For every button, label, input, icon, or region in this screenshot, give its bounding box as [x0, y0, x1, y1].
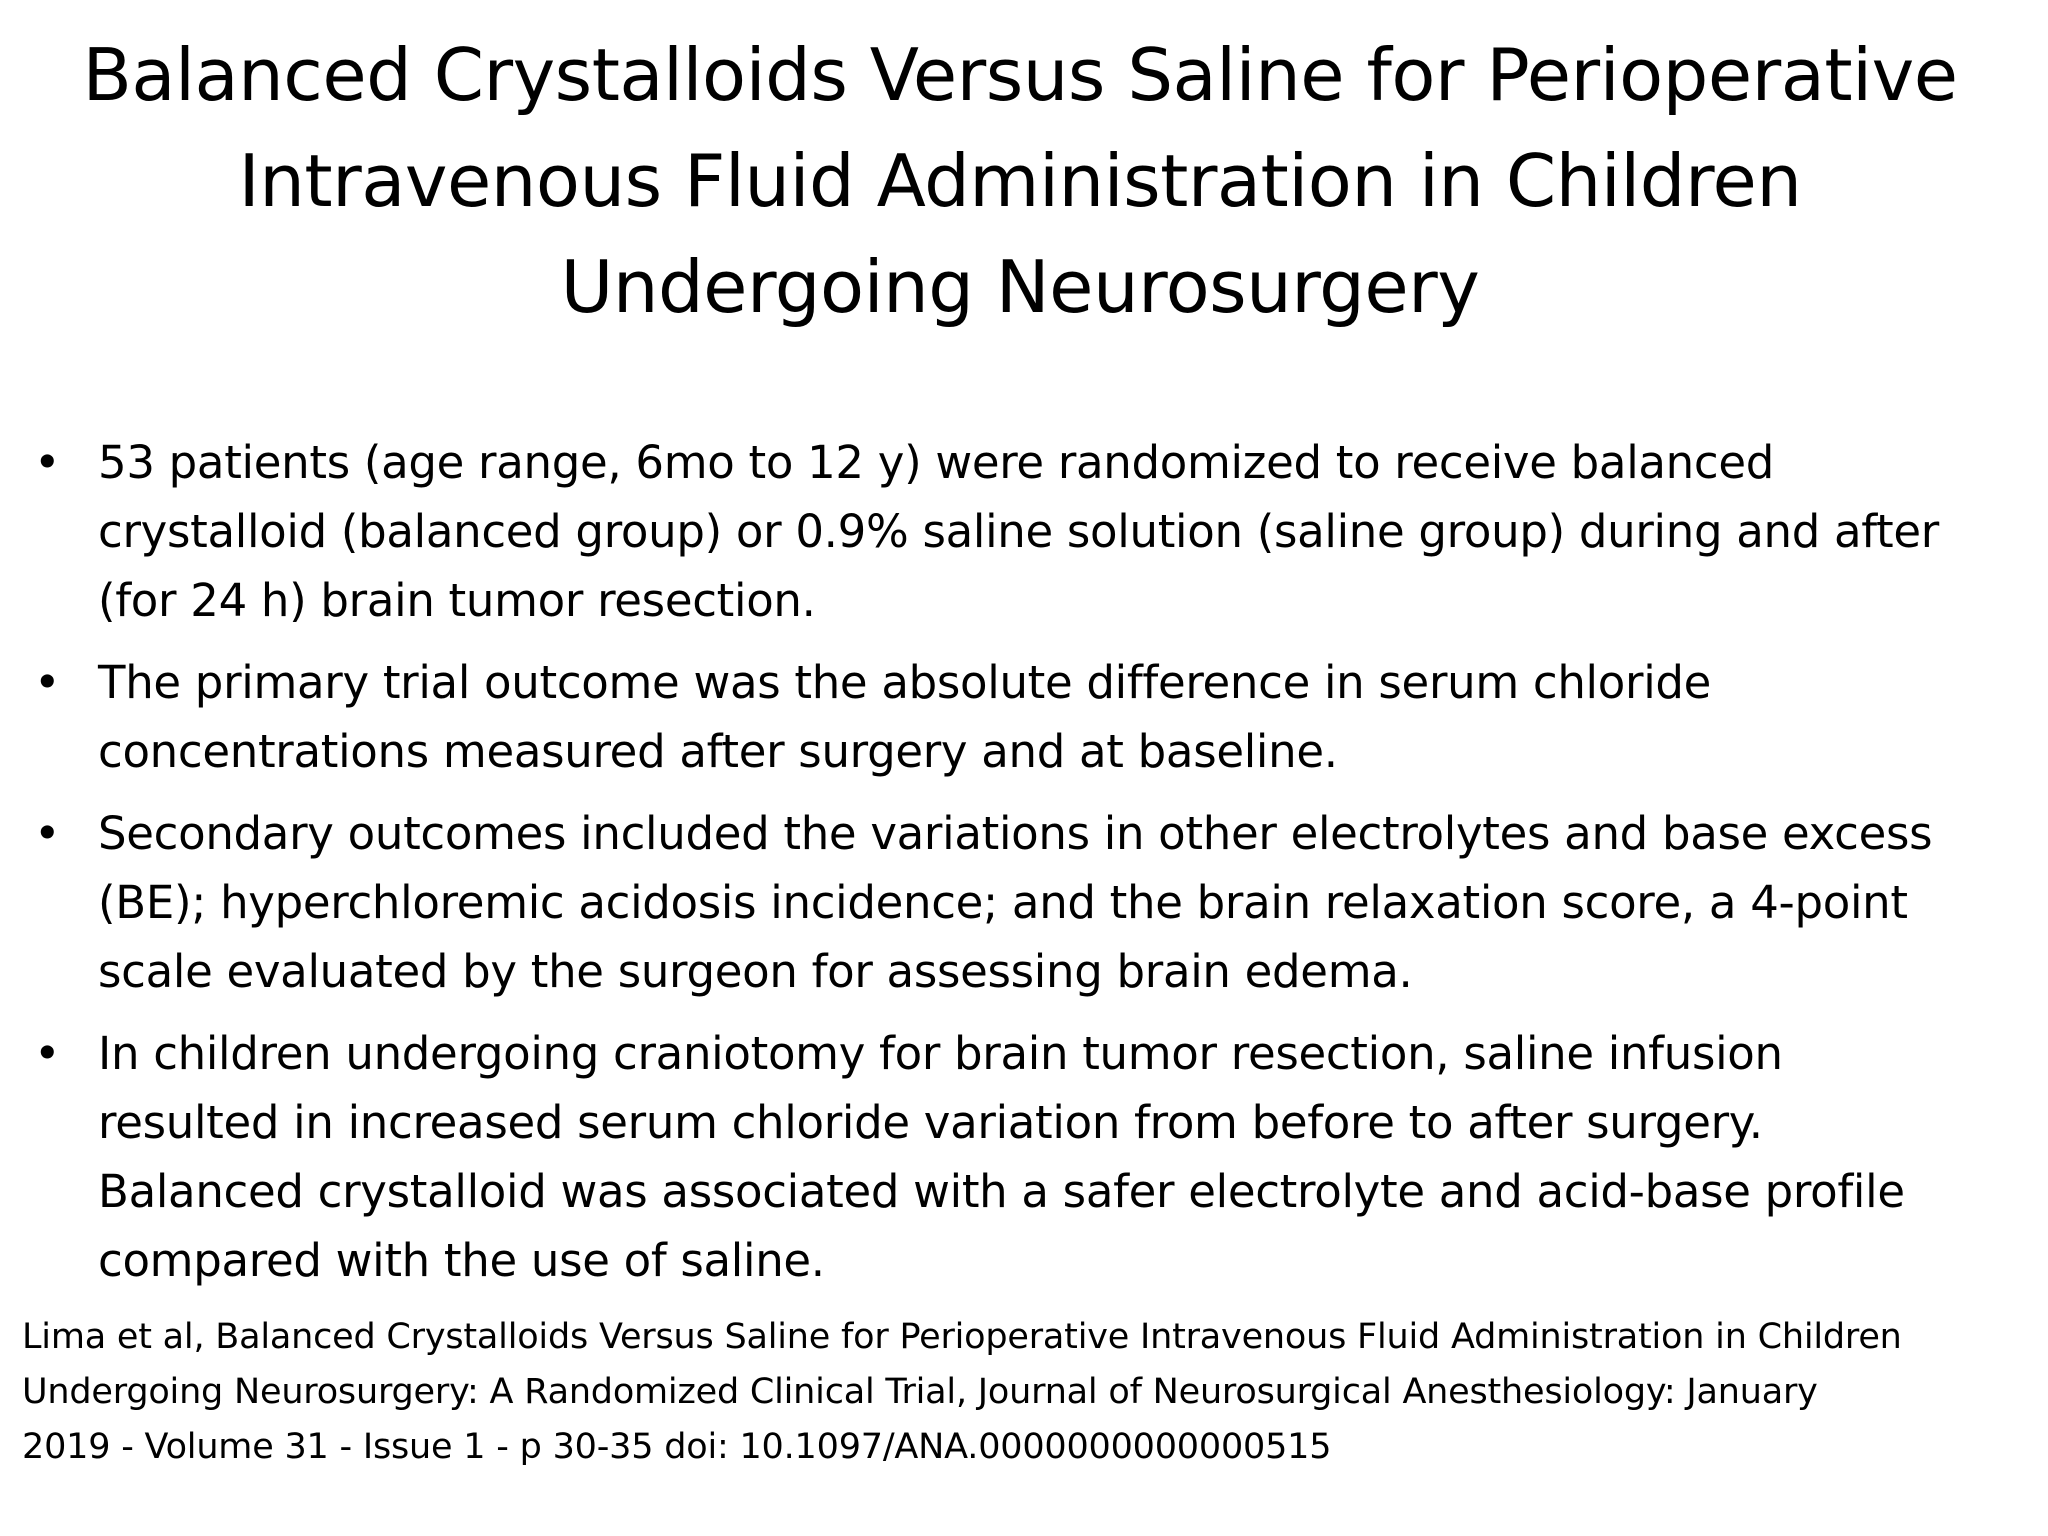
bullet-line: concentrations measured after surgery and at baseline. [98, 725, 1338, 778]
bullet-line: resulted in increased serum chloride variation from before to after surgery. [98, 1096, 1763, 1149]
slide-title-line: Intravenous Fluid Administration in Children [238, 139, 1802, 223]
bullet-line: (for 24 h) brain tumor resection. [98, 574, 816, 627]
bullet-item-conclusion [20, 1019, 2030, 1295]
bullet-marker: • [34, 656, 61, 709]
bullet-line: (BE); hyperchloremic acidosis incidence; and the brain relaxation score, a 4-point [98, 876, 1908, 929]
bullet-line: Secondary outcomes included the variations in other electrolytes and base excess [98, 807, 1933, 860]
bullet-item-primary-outcome [20, 648, 2030, 786]
bullet-line: 53 patients (age range, 6mo to 12 y) were randomized to receive balanced [98, 436, 1774, 489]
citation [22, 1310, 2032, 1475]
bullet-text [98, 648, 2030, 786]
bullet-line: The primary trial outcome was the absolute difference in serum chloride [98, 656, 1712, 709]
bullet-line: In children undergoing craniotomy for brain tumor resection, saline infusion [98, 1027, 1783, 1080]
bullet-line: scale evaluated by the surgeon for assessing brain edema. [98, 945, 1413, 998]
slide-title [40, 22, 2000, 340]
slide-title-line: Balanced Crystalloids Versus Saline for Perioperative [82, 33, 1958, 117]
bullet-line: compared with the use of saline. [98, 1234, 825, 1287]
bullet-list [20, 428, 2030, 1308]
bullet-line: Balanced crystalloid was associated with a safer electrolyte and acid-base profile [98, 1165, 1905, 1218]
bullet-marker: • [34, 436, 61, 489]
slide-title-line: Undergoing Neurosurgery [560, 245, 1480, 329]
bullet-line: crystalloid (balanced group) or 0.9% saline solution (saline group) during and after [98, 505, 1939, 558]
bullet-item-secondary-outcomes [20, 799, 2030, 1006]
bullet-text [98, 1019, 2030, 1295]
citation-line: 2019 - Volume 31 - Issue 1 - p 30-35 doi: 10.1097/ANA.0000000000000515 [22, 1427, 1332, 1467]
bullet-marker: • [34, 807, 61, 860]
bullet-text [98, 799, 2030, 1006]
bullet-marker: • [34, 1027, 61, 1080]
citation-line: Lima et al, Balanced Crystalloids Versus Saline for Perioperative Intravenous Fluid Administration in Children [22, 1317, 1902, 1357]
bullet-item-participants [20, 428, 2030, 635]
bullet-text [98, 428, 2030, 635]
citation-line: Undergoing Neurosurgery: A Randomized Clinical Trial, Journal of Neurosurgical Anesthesiology: January [22, 1372, 1818, 1412]
